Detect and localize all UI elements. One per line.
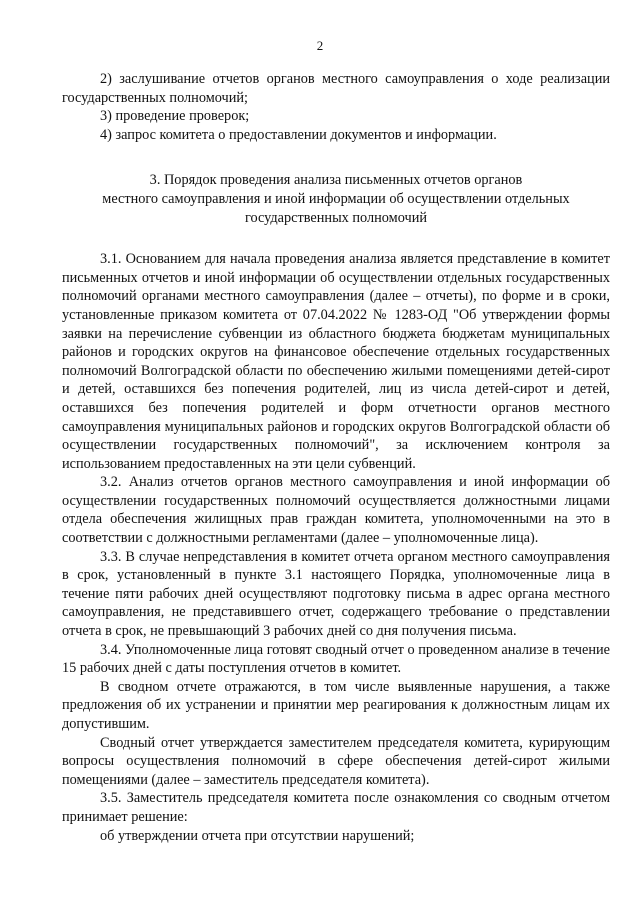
paragraph-summary-contents: В сводном отчете отражаются, в том числе выявленные нарушения, а также предложения об их устранении и принятии мер реагирования к должностным лицам их допустившим.: [62, 678, 610, 732]
paragraph-3-2: 3.2. Анализ отчетов органов местного самоуправления и иной информации об осуществлении государственных полномочий осуществляется должностными лицами отдела обеспечения жилищных прав граждан комитета, уполномоченными на это в соответствии с должностными регламентами (далее – уполномоченные лица).: [62, 474, 610, 547]
document-body: [62, 70, 610, 845]
list-item: 4) запрос комитета о предоставлении документов и информации.: [100, 126, 497, 143]
section-title-line: государственных полномочий: [244, 209, 427, 226]
section-title-line: местного самоуправления и иной информации об осуществлении отдельных: [102, 190, 570, 207]
paragraph-3-1: 3.1. Основанием для начала проведения анализа является представление в комитет письменных отчетов и иной информации об осуществлении отдельных государственных полномочий органами местного самоуправления (далее – отчеты), по форме и в сроки, установленные приказом комитета от 07.04.2022 № 1283-ОД "Об утверждении формы заявки на перечисление субвенции из областного бюджета бюджетам муниципальных районов и городских округов на финансовое обеспечение отдельных государственных полномочий Волгоградской области по обеспечению жилыми помещениями детей-сирот и детей, оставшихся без попечения родителей, лиц из числа детей-сирот и детей, оставшихся без попечения родителей и форм отчетности органов местного самоуправления муниципальных районов и городских округов Волгоградской области об осуществлении государственных полномочий", за исключением контроля за использованием предоставленных на эти цели субвенций.: [62, 251, 610, 472]
paragraph-3-4: 3.4. Уполномоченные лица готовят сводный отчет о проведенном анализе в течение 15 рабочих дней с даты поступления отчетов в комитет.: [62, 641, 610, 677]
list-item: 3) проведение проверок;: [100, 108, 250, 125]
paragraph-summary-approval: Сводный отчет утверждается заместителем председателя комитета, курирующим вопросы осуществления полномочий в сфере обеспечения детей-сирот жилыми помещениями (далее – заместитель председателя комитета).: [62, 734, 610, 788]
paragraph-3-5: 3.5. Заместитель председателя комитета после ознакомления со сводным отчетом принимает решение:: [62, 790, 610, 825]
paragraph-3-3: 3.3. В случае непредставления в комитет отчета органом местного самоуправления в срок, установленный в пункте 3.1 настоящего Порядка, уполномоченные лица в течение пяти рабочих дней осуществляют подготовку письма в адрес органа местного самоуправления, не представившего отчет, содержащего требование о представлении отчета в срок, не превышающий 3 рабочих дней со дня получения письма.: [62, 548, 610, 640]
page-number: 2: [316, 38, 324, 53]
section-title-line: 3. Порядок проведения анализа письменных отчетов органов: [149, 172, 523, 189]
paragraph-decision-item: об утверждении отчета при отсутствии нарушений;: [100, 827, 415, 844]
list-item: 2) заслушивание отчетов органов местного самоуправления о ходе реализации государственных полномочий;: [62, 71, 610, 106]
section-title: [62, 171, 610, 227]
